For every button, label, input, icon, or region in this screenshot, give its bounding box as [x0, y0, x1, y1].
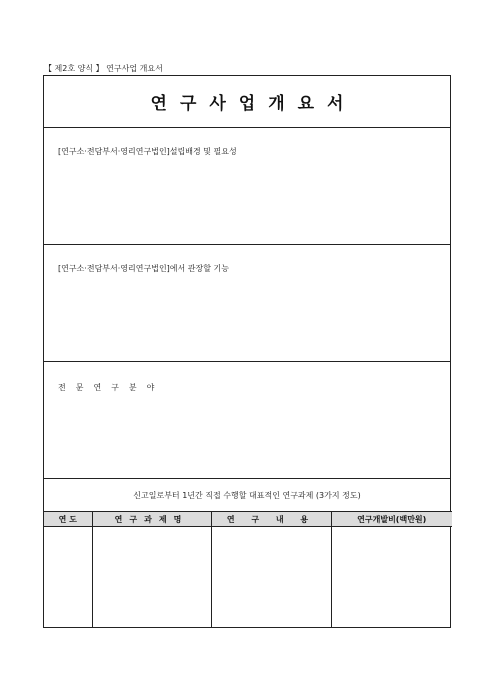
section-research-field	[44, 362, 450, 479]
title-row	[44, 76, 450, 128]
header-content: 연 구 내 용	[211, 512, 331, 527]
header-project-name: 연구과제명	[92, 512, 211, 527]
table-row	[44, 527, 452, 629]
cell-content[interactable]	[211, 527, 331, 629]
header-budget: 연구개발비(백만원)	[331, 512, 452, 527]
document-title: 연구사업개요서	[150, 94, 357, 114]
cell-project-name[interactable]	[92, 527, 211, 629]
section-functions	[44, 245, 450, 362]
table-header-row	[44, 512, 452, 527]
header-year: 연 도	[44, 512, 92, 527]
section-functions-label: [연구소·전담부서·영리연구법인]에서 관장할 기능	[58, 264, 229, 273]
research-plan-table	[44, 511, 452, 628]
section-research-field-label: 전문연구분야	[58, 383, 165, 392]
section-background-label: [연구소·전담부서·영리연구법인]설립배경 및 필요성	[58, 147, 237, 156]
form-label: 【 제2호 양식 】 연구사업 개요서	[44, 64, 163, 73]
cell-year[interactable]	[44, 527, 92, 629]
cell-budget[interactable]	[331, 527, 452, 629]
plan-caption: 신고일로부터 1년간 직접 수행할 대표적인 연구과제 (3가지 정도)	[133, 490, 361, 500]
plan-caption-row	[44, 479, 450, 511]
report-frame	[43, 75, 451, 628]
section-background	[44, 128, 450, 245]
